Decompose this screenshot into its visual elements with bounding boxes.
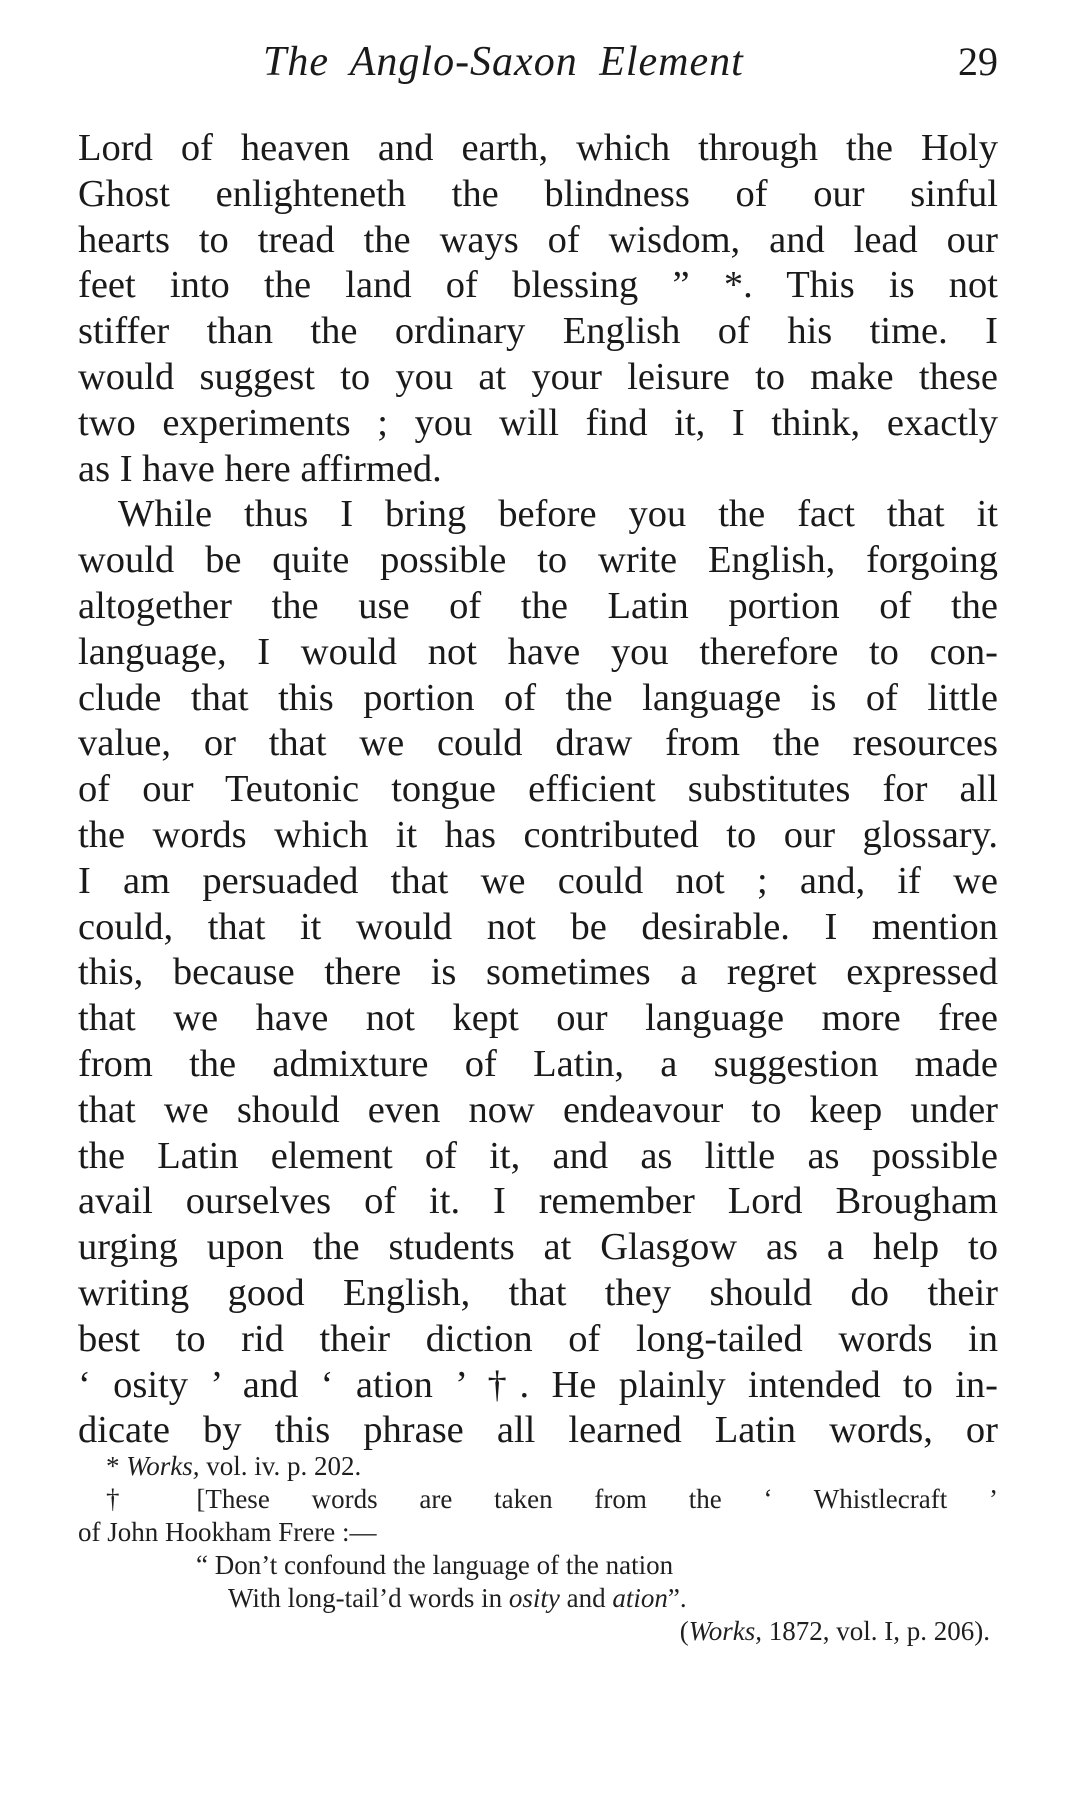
page-number: 29: [958, 39, 998, 84]
text-line: value, or that we could draw from the resources: [78, 722, 998, 765]
text-line: writing good English, that they should do their: [78, 1271, 998, 1314]
quote-close: ”.: [667, 1583, 687, 1613]
text-line: from the admixture of Latin, a suggestion made: [78, 1042, 998, 1085]
text-line: hearts to tread the ways of wisdom, and lead our: [78, 218, 998, 261]
footnote-work-title: Works,: [126, 1451, 200, 1481]
quote-text: With long-tail’d words in: [228, 1583, 503, 1613]
text-line: could, that it would not be desirable. I mention: [78, 905, 998, 948]
footnote-reference: vol. iv. p. 202.: [206, 1451, 362, 1481]
footnote-2-line-1: † [These words are taken from the ‘ Whistlecraft ’: [106, 1484, 998, 1514]
quote-line-1: “ Don’t confound the language of the nation: [196, 1550, 674, 1580]
text-line: clude that this portion of the language is of little: [78, 676, 998, 719]
text-line: ‘ osity ’ and ‘ ation ’ †. He plainly intended to in-: [78, 1363, 998, 1406]
text-line: the Latin element of it, and as little as possible: [78, 1134, 998, 1177]
footnotes: [78, 1450, 998, 1648]
text-line: avail ourselves of it. I remember Lord Brougham: [78, 1180, 998, 1223]
text-line: stiffer than the ordinary English of his time. I: [78, 310, 998, 353]
paragraph-start-line: While thus I bring before you the fact that it: [118, 493, 998, 536]
quote-text: and: [566, 1583, 606, 1613]
text-line: as I have here affirmed.: [78, 447, 442, 490]
quote-citation: [78, 1615, 998, 1648]
text-line: would suggest to you at your leisure to make these: [78, 355, 998, 398]
text-line: altogether the use of the Latin portion of the: [78, 584, 998, 627]
citation-reference: 1872, vol. I, p. 206).: [768, 1616, 990, 1646]
text-line: dicate by this phrase all learned Latin words, or: [78, 1409, 998, 1452]
text-line: language, I would not have you therefore to con-: [78, 630, 998, 673]
text-line: Ghost enlighteneth the blindness of our sinful: [78, 172, 998, 215]
running-title: The Anglo-Saxon Element: [263, 39, 744, 85]
text-line: feet into the land of blessing ” *. This is not: [78, 264, 998, 307]
quote-line-2: [78, 1582, 998, 1615]
text-line: that we have not kept our language more free: [78, 997, 998, 1040]
text-line: two experiments ; you will find it, I think, exactly: [78, 401, 998, 444]
text-line: I am persuaded that we could not ; and, if we: [78, 859, 998, 902]
text-line: this, because there is sometimes a regret expressed: [78, 951, 998, 994]
body-text: [78, 126, 998, 1454]
footnote-marker: *: [106, 1451, 120, 1481]
quote-term-ation: ation: [612, 1583, 668, 1613]
text-line: urging upon the students at Glasgow as a help to: [78, 1226, 998, 1269]
citation-work: Works,: [688, 1616, 763, 1646]
text-line: best to rid their diction of long-tailed words in: [78, 1317, 998, 1360]
footnote-1: [78, 1450, 998, 1483]
text-line: that we should even now endeavour to keep under: [78, 1088, 998, 1131]
quote-term-osity: osity: [508, 1583, 560, 1613]
citation-paren: (: [679, 1616, 689, 1646]
text-line: Lord of heaven and earth, which through the Holy: [78, 127, 998, 169]
running-header: [78, 38, 998, 98]
text-line: of our Teutonic tongue efficient substitutes for all: [78, 768, 998, 811]
footnote-2-line-2: of John Hookham Frere :—: [78, 1517, 377, 1547]
text-line: the words which it has contributed to our glossary.: [78, 813, 998, 856]
text-line: would be quite possible to write English, forgoing: [78, 539, 998, 582]
